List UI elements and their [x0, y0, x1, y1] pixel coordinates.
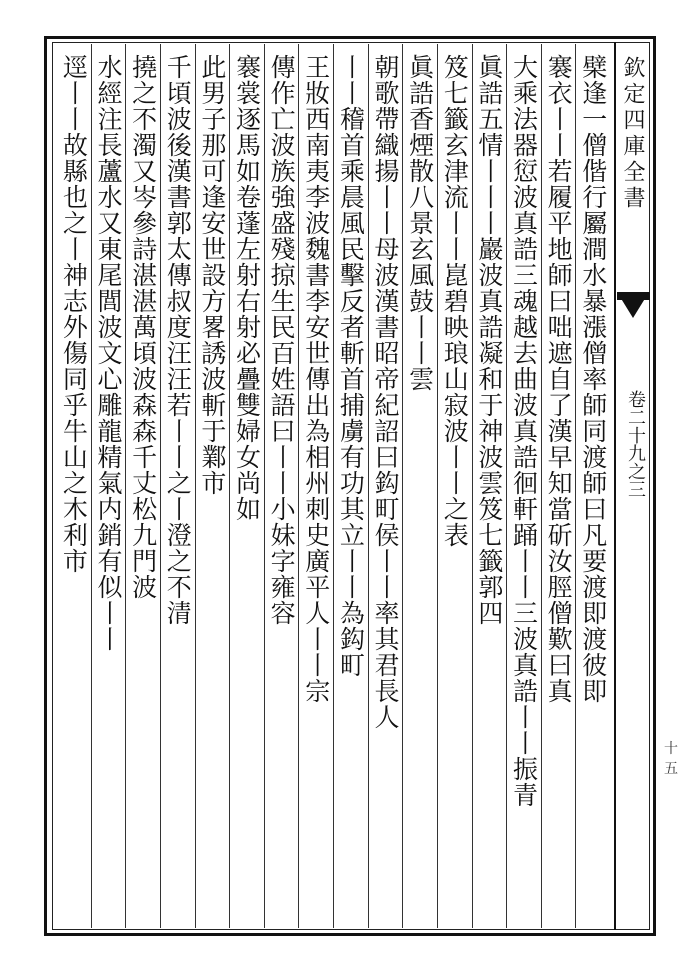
text-column: 褰裳逐馬如卷蓬左射右射必疊雙婦女尚如: [232, 54, 262, 522]
text-column: 逕丨丨故縣也之丨神志外傷同乎牛山之木利市: [59, 54, 89, 574]
text-column: 千頃波後漢書郭太傳叔度汪汪若丨丨之丨澄之不清: [163, 54, 193, 626]
text-column: 檗逢一僧偕行屬澗水暴漲僧率師同渡師曰凡要渡即渡彼即: [578, 54, 608, 704]
text-column: 此男子那可逢安世設方畧誘波斬于鄴市: [197, 54, 227, 496]
text-column: 水經注長蘆水又東尾閭波文心雕龍精氣内銷有似丨丨: [93, 54, 123, 652]
text-column: 大乘法器愆波真誥三魂越去曲波真誥徊軒踊丨丨三波真誥丨丨振青: [509, 54, 539, 808]
text-column: 朝歌帶織揚丨丨母波漢書昭帝紀詔曰鈎町侯丨丨率其君長人: [370, 54, 400, 730]
side-volume: 卷二十九之三: [625, 390, 646, 498]
text-column: 王妝西南夷李波魏書李安世傳出為相州刺史廣平人丨丨宗: [301, 54, 331, 704]
text-column: 笈七籤玄津流丨丨崑碧映琅山寂波丨丨之表: [440, 54, 470, 548]
side-title: 欽定四庫全書: [620, 56, 645, 212]
fish-tail-mark: [617, 292, 649, 318]
text-column: 傳作亡波族強盛殘掠生民百姓語曰丨丨小妹字雍容: [267, 54, 297, 626]
text-column: 褰衣丨丨若履平地師曰咄遮自了漢早知當斫汝脛僧歎曰真: [544, 54, 574, 704]
text-column: 眞誥五情丨丨丨巖波真誥凝和于神波雲笈七籤郭四: [474, 54, 504, 626]
page-number: 十五: [664, 741, 678, 777]
text-column: 撓之不濁又岑參詩湛湛萬頃波森森千丈松九門波: [128, 54, 158, 600]
text-column: 丨丨稽首乘晨風民擊反者斬首捕虜有功其立丨丨為鈎町: [336, 54, 366, 678]
text-column: 眞誥香煙散八景玄風鼓丨丨雲: [405, 54, 435, 392]
